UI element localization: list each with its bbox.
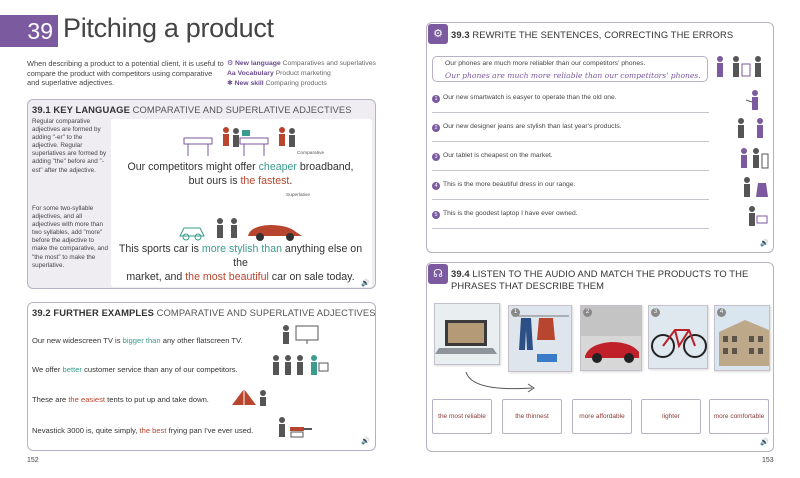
gear-icon: ⚙	[428, 24, 448, 44]
answer-line[interactable]	[432, 199, 709, 200]
further-examples-heading: 39.2 FURTHER EXAMPLES COMPARATIVE AND SUPERLATIVE ADJECTIVES	[32, 307, 376, 318]
sports-car-illustration	[178, 216, 308, 242]
rewrite-item: Our new designer jeans are stylish than last year's products.	[443, 123, 622, 130]
market-stall-illustration	[180, 122, 300, 158]
answer-option[interactable]: the most reliable	[432, 399, 492, 434]
skill-row: ⚙ New language Comparatives and superlatives	[227, 60, 376, 67]
vocabulary-icon: Aa	[227, 70, 236, 77]
headphones-icon: ☊	[428, 264, 448, 284]
comparative-highlight: cheaper	[258, 161, 297, 173]
photo-number-badge: 3	[651, 308, 660, 317]
rewrite-item: This is the more beautiful dress in our range.	[443, 181, 576, 188]
answer-option[interactable]: more comfortable	[709, 399, 769, 434]
further-example-3: These are the easiest tents to put up and take down.	[32, 395, 209, 404]
superlative-highlight: the most beautiful	[185, 271, 269, 283]
item-number-badge: 3	[432, 153, 440, 161]
item-number-badge: 1	[432, 95, 440, 103]
sports-car-photo	[580, 305, 642, 371]
audio-speaker-icon[interactable]: 🔊	[361, 280, 370, 287]
further-example-4: Nevastick 3000 is, quite simply, the best frying pan I've ever used.	[32, 426, 254, 435]
answer-option[interactable]: the thinnest	[502, 399, 562, 434]
superlative-highlight: the fastest	[240, 175, 290, 187]
intro-text: When describing a product to a potential client, it is useful to compare the product with competitors using comparative and superlative adjectives.	[27, 59, 224, 87]
page-number-left: 152	[27, 457, 39, 464]
laptop-photo	[434, 303, 500, 365]
item-number-badge: 2	[432, 124, 440, 132]
clothing-photo	[508, 305, 572, 372]
smartwatch-user-illustration	[742, 88, 768, 114]
item-number-badge: 4	[432, 182, 440, 190]
answer-line[interactable]	[432, 170, 709, 171]
item-number-badge: 5	[432, 211, 440, 219]
rewrite-item: Our new smartwatch is easyer to operate than the old one.	[443, 94, 617, 101]
audio-speaker-icon[interactable]: 🔊	[760, 240, 769, 247]
grammar-icon: ⚙	[227, 60, 234, 67]
further-example-2: We offer better customer service than any of our competitors.	[32, 365, 238, 374]
skill-row: ✱ New skill Comparing products	[227, 80, 327, 87]
answer-line[interactable]	[432, 112, 709, 113]
customer-service-illustration	[270, 353, 330, 377]
tv-illustration	[280, 323, 320, 345]
audio-speaker-icon[interactable]: 🔊	[361, 438, 370, 445]
rewrite-item: Our tablet is cheapest on the market.	[443, 152, 553, 159]
multisyllable-rule-note: For some two-syllable adjectives, and all adjectives with more than two syllables, add "more" before the adjective to make the comparative, and "the most" to make the superlative.	[32, 205, 108, 269]
answer-option[interactable]: more affordable	[572, 399, 632, 434]
superlative-tag: Superlative	[286, 193, 310, 198]
frying-pan-illustration	[276, 415, 316, 439]
jeans-shoppers-illustration	[734, 116, 770, 142]
dress-shop-illustration	[740, 175, 770, 201]
photo-number-badge: 1	[511, 308, 520, 317]
further-example-1: Our new widescreen TV is bigger than any other flatscreen TV.	[32, 336, 243, 345]
key-example-2: This sports car is more stylish than anything else on the market, and the most beautiful car on sale today.	[118, 243, 363, 283]
skills-list	[227, 59, 376, 89]
answer-line[interactable]	[432, 228, 709, 229]
key-example-1: Our competitors might offer cheaper broadband, but ours is the fastest.	[127, 161, 354, 187]
rewrite-heading: 39.3 REWRITE THE SENTENCES, CORRECTING THE ERRORS	[451, 29, 734, 40]
chapter-number: 39	[0, 15, 58, 47]
rewrite-item: This is the goodest laptop I have ever owned.	[443, 210, 578, 217]
phone-shop-illustration	[714, 54, 768, 80]
comparative-rule-note: Regular comparative adjectives are formed by adding "-er" to the adjective. Regular superlatives are formed by adding "the" before and "-est" after the adjective.	[32, 118, 107, 174]
tablet-buyers-illustration	[738, 146, 770, 172]
comparative-highlight: more stylish than	[201, 243, 282, 255]
laptop-user-illustration	[744, 204, 770, 230]
skill-icon: ✱	[227, 80, 233, 87]
answer-option[interactable]: lighter	[641, 399, 701, 434]
key-language-heading: 39.1 KEY LANGUAGE COMPARATIVE AND SUPERLATIVE ADJECTIVES	[32, 104, 352, 115]
tent-illustration	[230, 385, 270, 407]
comparative-tag: Comparative	[297, 151, 325, 156]
skill-row: Aa Vocabulary Product marketing	[227, 70, 331, 77]
page-title: Pitching a product	[63, 13, 274, 43]
photo-number-badge: 2	[583, 308, 592, 317]
photo-number-badge: 4	[717, 308, 726, 317]
bicycle-photo	[648, 305, 708, 369]
example-prompt: Our phones are much more reliabler than our competitors' phones.	[445, 60, 646, 67]
audio-speaker-icon[interactable]: 🔊	[760, 439, 769, 446]
example-match-arrow	[462, 370, 542, 400]
building-photo	[714, 305, 770, 371]
listen-heading: 39.4 LISTEN TO THE AUDIO AND MATCH THE PRODUCTS TO THE PHRASES THAT DESCRIBE THEM	[451, 268, 749, 291]
page-number-right: 153	[762, 457, 774, 464]
example-answer: Our phones are much more reliable than our competitors' phones.	[445, 71, 701, 80]
answer-line[interactable]	[432, 141, 709, 142]
